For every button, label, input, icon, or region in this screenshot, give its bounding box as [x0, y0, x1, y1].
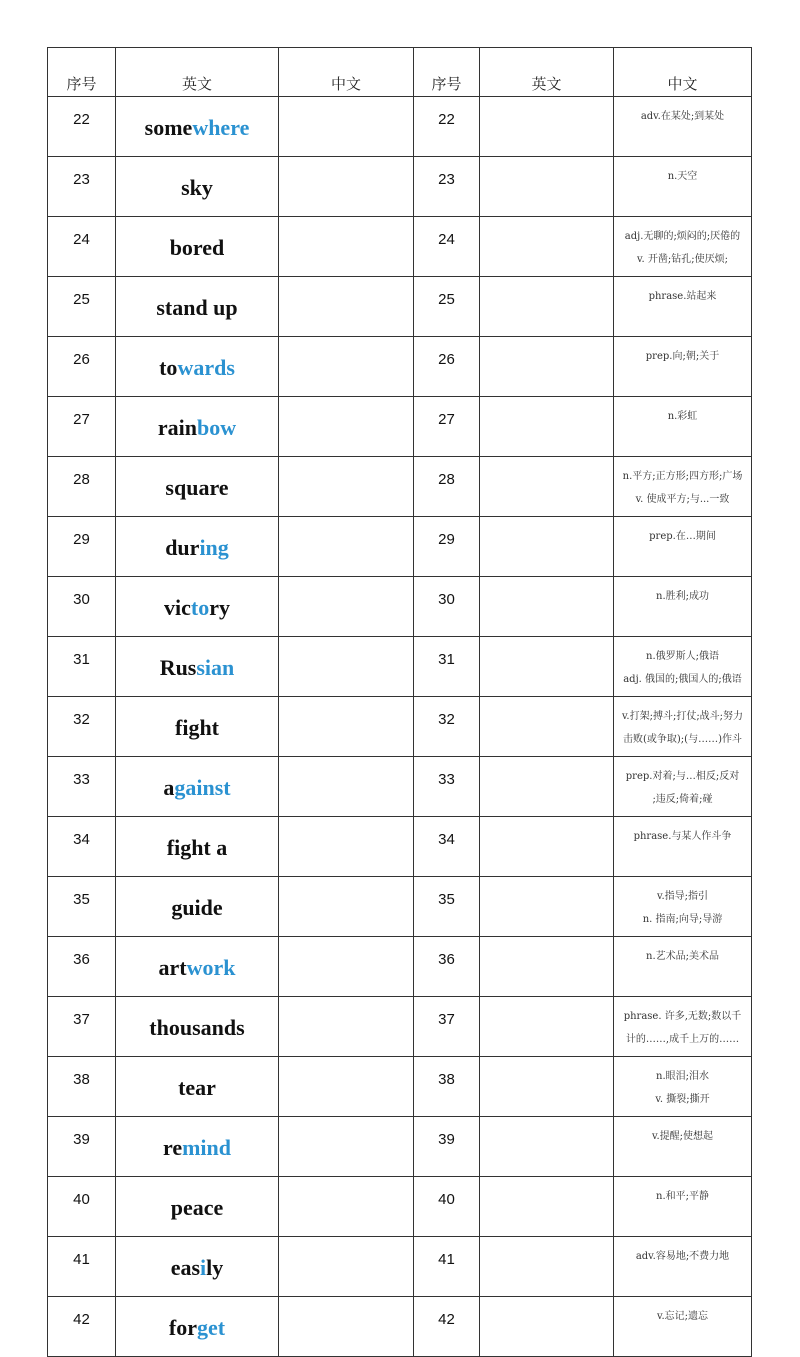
header-chinese-right: 中文 — [614, 48, 752, 97]
english-word-cell — [116, 517, 279, 577]
chinese-meaning-cell — [614, 937, 752, 997]
chinese-meaning-cell — [614, 757, 752, 817]
chinese-answer-cell-left[interactable] — [279, 937, 414, 997]
chinese-answer-cell-left[interactable] — [279, 1057, 414, 1117]
word-part: peace — [170, 1195, 224, 1220]
chinese-meaning-cell — [614, 577, 752, 637]
chinese-meaning — [614, 585, 751, 608]
highlighted-letters: ing — [199, 535, 229, 560]
chinese-answer-cell-left[interactable] — [279, 1177, 414, 1237]
index-cell-right: 34 — [414, 817, 480, 877]
vocabulary-table — [47, 47, 752, 1357]
index-cell-right: 27 — [414, 397, 480, 457]
chinese-meaning — [614, 1005, 751, 1051]
word-part: ly — [206, 1255, 224, 1280]
index-cell-left: 22 — [48, 97, 116, 157]
index-cell-right: 33 — [414, 757, 480, 817]
chinese-meaning-cell — [614, 457, 752, 517]
table-row — [48, 157, 752, 217]
english-word-cell — [116, 97, 279, 157]
chinese-meaning-cell — [614, 697, 752, 757]
chinese-meaning — [614, 165, 751, 188]
english-word — [116, 1195, 278, 1221]
chinese-meaning — [614, 1065, 751, 1111]
word-part: art — [158, 955, 187, 980]
meaning-line: n.彩虹 — [667, 411, 698, 422]
chinese-meaning-cell — [614, 1297, 752, 1357]
table-row — [48, 97, 752, 157]
word-part: vic — [164, 595, 191, 620]
meaning-line: n.眼泪;泪水 — [656, 1071, 709, 1082]
english-answer-cell-right[interactable] — [480, 337, 614, 397]
chinese-meaning-cell — [614, 517, 752, 577]
meaning-line: prep.对着;与…相反;反对 — [625, 771, 740, 782]
chinese-answer-cell-left[interactable] — [279, 877, 414, 937]
meaning-line: phrase. 许多,无数;数以千 — [623, 1011, 742, 1022]
word-part: thousands — [149, 1015, 245, 1040]
table-row — [48, 337, 752, 397]
chinese-meaning — [614, 1245, 751, 1268]
english-word — [116, 595, 278, 621]
index-cell-left: 33 — [48, 757, 116, 817]
meaning-line: n.平方;正方形;四方形;广场 — [622, 471, 743, 482]
meaning-line: n.艺术品;美术品 — [646, 951, 719, 962]
chinese-answer-cell-left[interactable] — [279, 637, 414, 697]
english-word-cell — [116, 337, 279, 397]
chinese-meaning-cell — [614, 337, 752, 397]
meaning-line: v. 使成平方;与...一致 — [635, 494, 730, 505]
chinese-meaning — [614, 345, 751, 368]
chinese-meaning — [614, 1185, 751, 1208]
highlighted-letters: i — [200, 1255, 207, 1280]
chinese-answer-cell-left[interactable] — [279, 457, 414, 517]
english-word-cell — [116, 817, 279, 877]
table-row — [48, 457, 752, 517]
english-answer-cell-right[interactable] — [480, 397, 614, 457]
index-cell-right: 23 — [414, 157, 480, 217]
table-row — [48, 517, 752, 577]
chinese-answer-cell-left[interactable] — [279, 1297, 414, 1357]
english-word-cell — [116, 1057, 279, 1117]
english-word-cell — [116, 1237, 279, 1297]
index-cell-left: 23 — [48, 157, 116, 217]
meaning-line: n.天空 — [667, 171, 698, 182]
english-answer-cell-right[interactable] — [480, 157, 614, 217]
word-part: a — [163, 775, 175, 800]
english-answer-cell-right[interactable] — [480, 757, 614, 817]
highlighted-letters: where — [192, 115, 250, 140]
meaning-line: phrase.站起来 — [648, 291, 717, 302]
index-cell-right: 25 — [414, 277, 480, 337]
chinese-meaning-cell — [614, 1177, 752, 1237]
table-row — [48, 937, 752, 997]
index-cell-right: 36 — [414, 937, 480, 997]
english-word — [116, 715, 278, 741]
header-index-left: 序号 — [48, 48, 116, 97]
word-part: rain — [157, 415, 197, 440]
index-cell-right: 28 — [414, 457, 480, 517]
word-part: eas — [170, 1255, 201, 1280]
highlighted-letters: sian — [196, 655, 235, 680]
word-part: guide — [171, 895, 223, 920]
meaning-line: prep.在…期间 — [649, 531, 716, 542]
chinese-answer-cell-left[interactable] — [279, 1117, 414, 1177]
english-answer-cell-right[interactable] — [480, 1237, 614, 1297]
english-answer-cell-right[interactable] — [480, 997, 614, 1057]
chinese-meaning — [614, 945, 751, 968]
english-word — [116, 835, 278, 861]
chinese-meaning-cell — [614, 217, 752, 277]
word-part: for — [168, 1315, 197, 1340]
highlighted-letters: wards — [177, 355, 235, 380]
english-word-cell — [116, 757, 279, 817]
chinese-meaning — [614, 645, 751, 691]
chinese-meaning-cell — [614, 1057, 752, 1117]
chinese-answer-cell-left[interactable] — [279, 217, 414, 277]
chinese-answer-cell-left[interactable] — [279, 277, 414, 337]
chinese-answer-cell-left[interactable] — [279, 1237, 414, 1297]
table-row — [48, 757, 752, 817]
table-row — [48, 697, 752, 757]
chinese-meaning — [614, 825, 751, 848]
english-answer-cell-right[interactable] — [480, 1117, 614, 1177]
chinese-answer-cell-left[interactable] — [279, 697, 414, 757]
index-cell-right: 35 — [414, 877, 480, 937]
header-row — [48, 48, 752, 97]
english-word-cell — [116, 1297, 279, 1357]
index-cell-left: 24 — [48, 217, 116, 277]
english-answer-cell-right[interactable] — [480, 97, 614, 157]
chinese-meaning — [614, 285, 751, 308]
highlighted-letters: work — [186, 955, 236, 980]
english-answer-cell-right[interactable] — [480, 637, 614, 697]
english-word-cell — [116, 697, 279, 757]
index-cell-right: 40 — [414, 1177, 480, 1237]
english-word-cell — [116, 637, 279, 697]
chinese-answer-cell-left[interactable] — [279, 97, 414, 157]
english-word-cell — [116, 397, 279, 457]
english-answer-cell-right[interactable] — [480, 1057, 614, 1117]
english-word — [116, 1135, 278, 1161]
chinese-meaning — [614, 765, 751, 811]
index-cell-right: 37 — [414, 997, 480, 1057]
english-word — [116, 535, 278, 561]
english-answer-cell-right[interactable] — [480, 937, 614, 997]
chinese-meaning — [614, 885, 751, 931]
meaning-line: v. 开凿;钻孔;使厌烦; — [637, 254, 728, 265]
table-row — [48, 877, 752, 937]
index-cell-left: 42 — [48, 1297, 116, 1357]
english-word-cell — [116, 937, 279, 997]
chinese-meaning-cell — [614, 97, 752, 157]
index-cell-right: 31 — [414, 637, 480, 697]
meaning-line: v.指导;指引 — [656, 891, 708, 902]
meaning-line: 击败(或争取);(与……)作斗 — [623, 734, 742, 745]
meaning-line: v.忘记;遗忘 — [656, 1311, 708, 1322]
english-word — [116, 415, 278, 441]
index-cell-right: 26 — [414, 337, 480, 397]
english-word-cell — [116, 1177, 279, 1237]
english-word — [116, 175, 278, 201]
word-part: fight a — [166, 835, 228, 860]
table-row — [48, 217, 752, 277]
index-cell-left: 27 — [48, 397, 116, 457]
english-word — [116, 1255, 278, 1281]
meaning-line: v. 撕裂;撕开 — [655, 1094, 710, 1105]
index-cell-left: 35 — [48, 877, 116, 937]
index-cell-right: 29 — [414, 517, 480, 577]
meaning-line: prep.向;朝;关于 — [645, 351, 720, 362]
english-answer-cell-right[interactable] — [480, 457, 614, 517]
chinese-meaning — [614, 405, 751, 428]
index-cell-left: 41 — [48, 1237, 116, 1297]
index-cell-right: 24 — [414, 217, 480, 277]
chinese-answer-cell-left[interactable] — [279, 337, 414, 397]
meaning-line: n.胜利;成功 — [656, 591, 709, 602]
chinese-meaning-cell — [614, 817, 752, 877]
english-word — [116, 115, 278, 141]
index-cell-left: 26 — [48, 337, 116, 397]
english-word — [116, 1015, 278, 1041]
chinese-meaning-cell — [614, 637, 752, 697]
chinese-meaning — [614, 1305, 751, 1328]
chinese-answer-cell-left[interactable] — [279, 397, 414, 457]
word-part: ry — [209, 595, 230, 620]
index-cell-right: 38 — [414, 1057, 480, 1117]
index-cell-left: 39 — [48, 1117, 116, 1177]
index-cell-left: 38 — [48, 1057, 116, 1117]
chinese-meaning-cell — [614, 157, 752, 217]
english-word — [116, 1075, 278, 1101]
index-cell-right: 41 — [414, 1237, 480, 1297]
chinese-meaning — [614, 705, 751, 751]
meaning-line: n.俄罗斯人;俄语 — [646, 651, 719, 662]
english-word — [116, 775, 278, 801]
chinese-answer-cell-left[interactable] — [279, 577, 414, 637]
chinese-answer-cell-left[interactable] — [279, 517, 414, 577]
meaning-line: ;违反;倚着;碰 — [652, 794, 713, 805]
meaning-line: adv.在某处;到某处 — [640, 111, 725, 122]
english-answer-cell-right[interactable] — [480, 697, 614, 757]
index-cell-left: 31 — [48, 637, 116, 697]
chinese-answer-cell-left[interactable] — [279, 157, 414, 217]
english-answer-cell-right[interactable] — [480, 1297, 614, 1357]
word-part: dur — [165, 535, 200, 560]
index-cell-left: 36 — [48, 937, 116, 997]
highlighted-letters: gainst — [174, 775, 231, 800]
english-word-cell — [116, 997, 279, 1057]
meaning-line: adj. 俄国的;俄国人的;俄语 — [623, 674, 742, 685]
english-answer-cell-right[interactable] — [480, 277, 614, 337]
word-part: some — [144, 115, 193, 140]
english-answer-cell-right[interactable] — [480, 877, 614, 937]
word-part: fight — [175, 715, 219, 740]
english-word-cell — [116, 157, 279, 217]
english-answer-cell-right[interactable] — [480, 577, 614, 637]
word-part: bored — [169, 235, 225, 260]
word-part: tear — [178, 1075, 216, 1100]
index-cell-left: 40 — [48, 1177, 116, 1237]
english-answer-cell-right[interactable] — [480, 217, 614, 277]
meaning-line: adv.容易地;不费力地 — [635, 1251, 730, 1262]
index-cell-right: 32 — [414, 697, 480, 757]
header-chinese-left: 中文 — [279, 48, 414, 97]
word-part: square — [165, 475, 229, 500]
chinese-meaning-cell — [614, 877, 752, 937]
english-word — [116, 295, 278, 321]
header-index-right: 序号 — [414, 48, 480, 97]
meaning-line: v.提醒;使想起 — [651, 1131, 713, 1142]
chinese-answer-cell-left[interactable] — [279, 817, 414, 877]
english-answer-cell-right[interactable] — [480, 817, 614, 877]
chinese-meaning-cell — [614, 397, 752, 457]
index-cell-left: 37 — [48, 997, 116, 1057]
english-word-cell — [116, 877, 279, 937]
index-cell-left: 28 — [48, 457, 116, 517]
index-cell-left: 29 — [48, 517, 116, 577]
highlighted-letters: to — [190, 595, 210, 620]
header-english-right: 英文 — [480, 48, 614, 97]
chinese-meaning-cell — [614, 277, 752, 337]
meaning-line: v.打架;搏斗;打仗;战斗;努力 — [621, 711, 744, 722]
table-row — [48, 1117, 752, 1177]
chinese-meaning — [614, 225, 751, 271]
index-cell-right: 30 — [414, 577, 480, 637]
index-cell-left: 30 — [48, 577, 116, 637]
word-part: Rus — [159, 655, 197, 680]
table-row — [48, 397, 752, 457]
english-answer-cell-right[interactable] — [480, 517, 614, 577]
table-row — [48, 997, 752, 1057]
highlighted-letters: bow — [197, 415, 237, 440]
highlighted-letters: get — [197, 1315, 226, 1340]
english-word — [116, 955, 278, 981]
english-word-cell — [116, 577, 279, 637]
english-word — [116, 235, 278, 261]
word-part: to — [159, 355, 178, 380]
table-row — [48, 1237, 752, 1297]
chinese-meaning — [614, 1125, 751, 1148]
index-cell-right: 22 — [414, 97, 480, 157]
table-row — [48, 1057, 752, 1117]
table-row — [48, 817, 752, 877]
meaning-line: 计的……,成千上万的…… — [625, 1034, 740, 1045]
chinese-answer-cell-left[interactable] — [279, 757, 414, 817]
chinese-meaning-cell — [614, 1117, 752, 1177]
index-cell-right: 39 — [414, 1117, 480, 1177]
chinese-meaning — [614, 465, 751, 511]
english-word — [116, 655, 278, 681]
index-cell-right: 42 — [414, 1297, 480, 1357]
table-row — [48, 1297, 752, 1357]
word-part: stand up — [156, 295, 238, 320]
index-cell-left: 25 — [48, 277, 116, 337]
chinese-meaning — [614, 105, 751, 128]
table-row — [48, 1177, 752, 1237]
meaning-line: n. 指南;向导;导游 — [642, 914, 723, 925]
english-answer-cell-right[interactable] — [480, 1177, 614, 1237]
english-word-cell — [116, 457, 279, 517]
english-word-cell — [116, 1117, 279, 1177]
meaning-line: n.和平;平静 — [656, 1191, 709, 1202]
word-part: sky — [181, 175, 213, 200]
english-word-cell — [116, 217, 279, 277]
chinese-meaning-cell — [614, 997, 752, 1057]
english-word — [116, 475, 278, 501]
table-row — [48, 277, 752, 337]
highlighted-letters: mind — [182, 1135, 232, 1160]
english-word-cell — [116, 277, 279, 337]
index-cell-left: 32 — [48, 697, 116, 757]
english-word — [116, 355, 278, 381]
chinese-meaning-cell — [614, 1237, 752, 1297]
index-cell-left: 34 — [48, 817, 116, 877]
meaning-line: phrase.与某人作斗争 — [633, 831, 732, 842]
meaning-line: adj.无聊的;烦闷的;厌倦的 — [624, 231, 741, 242]
header-english-left: 英文 — [116, 48, 279, 97]
word-part: re — [162, 1135, 183, 1160]
english-word — [116, 895, 278, 921]
table-row — [48, 577, 752, 637]
english-word — [116, 1315, 278, 1341]
table-row — [48, 637, 752, 697]
chinese-meaning — [614, 525, 751, 548]
chinese-answer-cell-left[interactable] — [279, 997, 414, 1057]
